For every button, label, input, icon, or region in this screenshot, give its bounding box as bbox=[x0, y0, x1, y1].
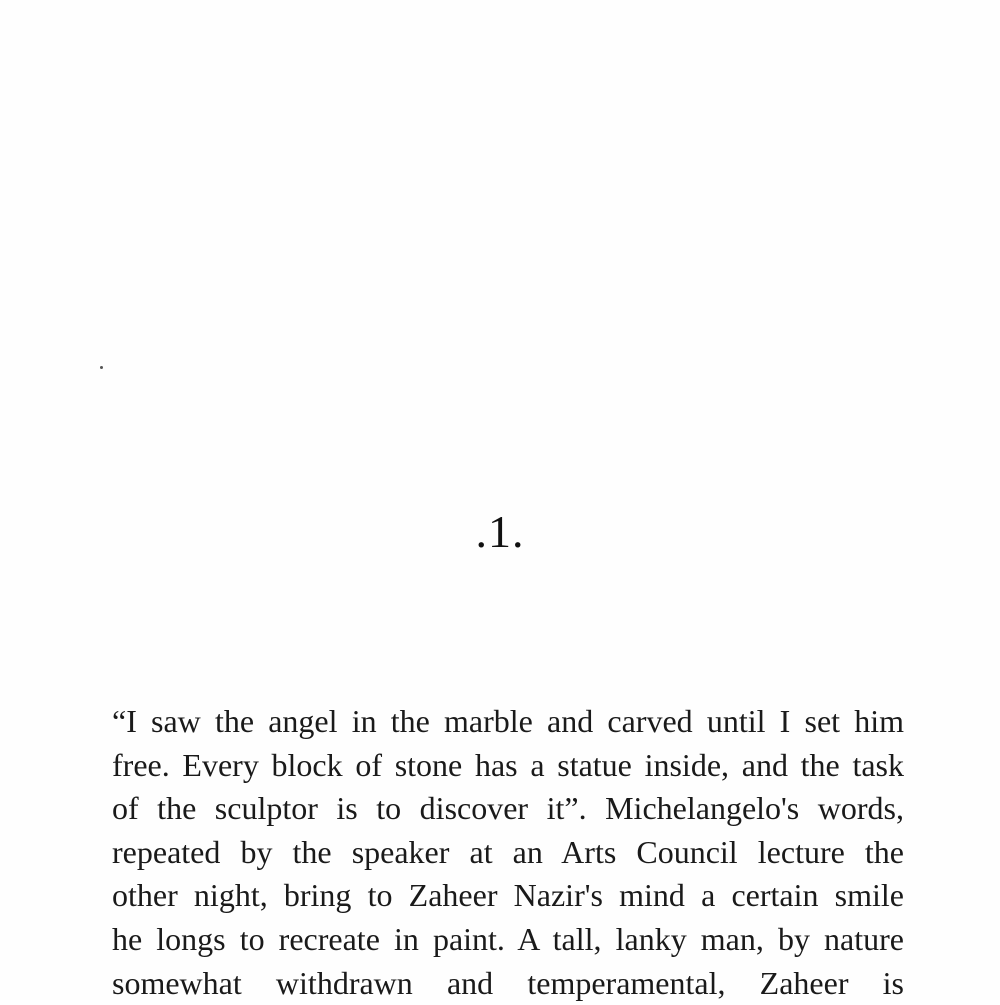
paragraph-line: free. Every block of stone has a statue inside, and the task bbox=[112, 746, 904, 783]
paragraph-line: “I saw the angel in the marble and carved until I set him bbox=[112, 703, 904, 739]
paragraph-line: he longs to recreate in paint. A tall, lanky man, by nature bbox=[112, 920, 904, 957]
paragraph-line: somewhat withdrawn and temperamental, Zaheer is bbox=[112, 964, 904, 1001]
paragraph-line: repeated by the speaker at an Arts Council lecture the bbox=[112, 833, 904, 870]
body-paragraph bbox=[112, 700, 904, 1005]
paragraph-line: other night, bring to Zaheer Nazir's mind a certain smile bbox=[112, 877, 904, 914]
stray-ink-dot bbox=[100, 366, 103, 369]
chapter-number: .1. bbox=[475, 506, 525, 557]
paragraph-line: of the sculptor is to discover it”. Michelangelo's words, bbox=[112, 790, 904, 827]
